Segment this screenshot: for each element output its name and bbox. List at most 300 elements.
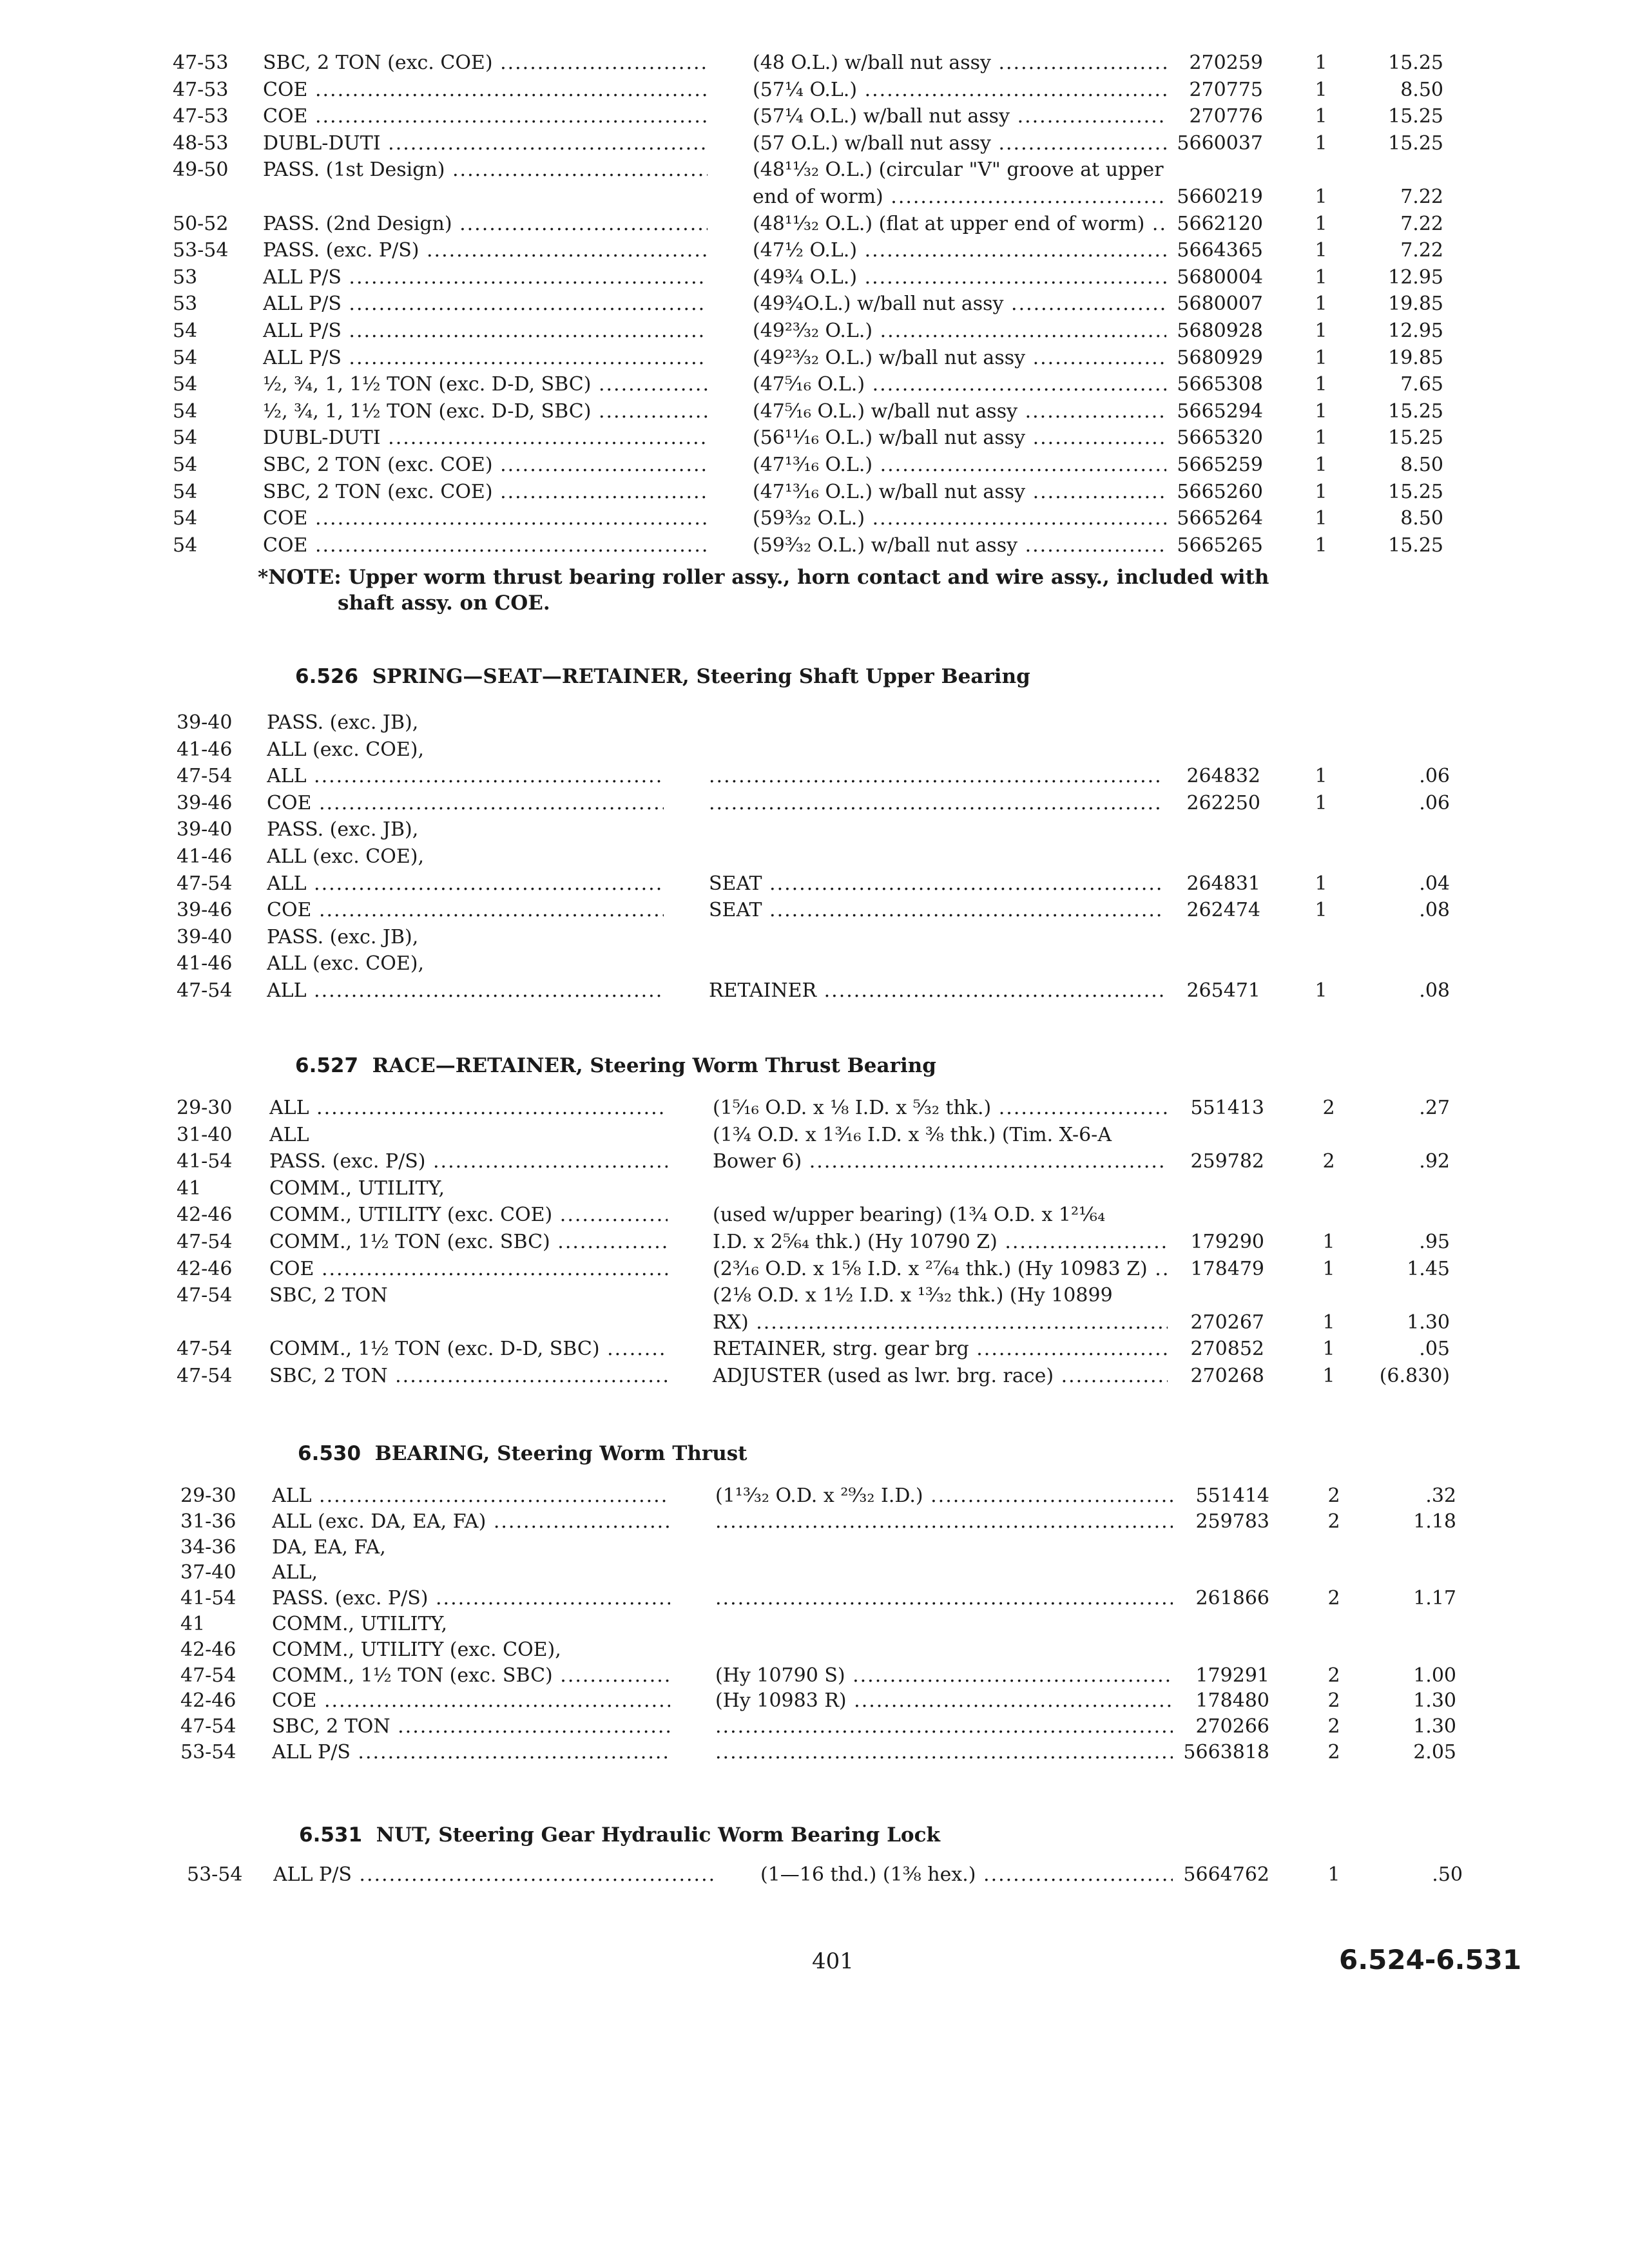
year-range: 47-54 — [177, 872, 233, 895]
price: 7.22 — [1400, 212, 1443, 235]
quantity: 1 — [1315, 52, 1327, 74]
quantity: 1 — [1327, 1863, 1340, 1886]
quantity: 2 — [1327, 1689, 1340, 1713]
price: 8.50 — [1400, 454, 1443, 476]
model-cell: ALL ..... — [272, 1483, 670, 1509]
year-range: 39-40 — [177, 711, 233, 734]
price: .04 — [1419, 872, 1450, 895]
model-cell: ALL ..... — [267, 978, 664, 1004]
part-number: 5665260 — [1177, 480, 1263, 503]
parts-row — [0, 425, 1629, 451]
model-cell: COE ..... — [263, 104, 708, 130]
description-cell: (49²³⁄₃₂ O.L.) w/ball nut assy ..... — [753, 345, 1166, 371]
quantity: 1 — [1315, 791, 1327, 814]
part-number: 259782 — [1190, 1150, 1264, 1173]
year-range: 49-50 — [173, 159, 229, 182]
page-number: 401 — [812, 1948, 854, 1974]
year-range: 47-54 — [177, 979, 233, 1002]
price: .50 — [1432, 1863, 1463, 1886]
year-range: 47-53 — [173, 52, 229, 74]
description-cell: (57¼ O.L.) ..... — [753, 77, 1166, 103]
part-number: 551414 — [1195, 1485, 1269, 1507]
parts-row — [0, 817, 1629, 843]
description-cell: (Hy 10790 S) ..... — [715, 1663, 1173, 1689]
part-number: 179291 — [1195, 1664, 1269, 1687]
model-cell: COMM., UTILITY (exc. COE) ..... — [269, 1202, 668, 1228]
year-range: 48-53 — [173, 131, 229, 155]
description-cell: (59³⁄₃₂ O.L.) w/ball nut assy ..... — [753, 533, 1166, 559]
description-cell: (47⁵⁄₁₆ O.L.) ..... — [753, 372, 1166, 398]
part-number: 178479 — [1190, 1257, 1264, 1280]
quantity: 1 — [1322, 1231, 1335, 1253]
description-cell: (57¼ O.L.) w/ball nut assy ..... — [753, 104, 1166, 130]
model-cell: COE ..... — [263, 506, 708, 532]
quantity: 2 — [1327, 1664, 1340, 1687]
model-cell: DUBL-DUTI ..... — [263, 131, 708, 157]
parts-row — [0, 1586, 1629, 1611]
year-range: 42-46 — [177, 1204, 233, 1227]
year-range: 47-54 — [180, 1715, 236, 1738]
year-range: 31-40 — [177, 1123, 233, 1146]
parts-row — [0, 1122, 1629, 1148]
parts-row — [0, 345, 1629, 371]
section-heading-6-527 — [295, 1053, 936, 1079]
quantity: 1 — [1315, 212, 1327, 235]
parts-row — [0, 925, 1629, 950]
model-cell: ALL ..... — [267, 764, 664, 789]
price: 15.25 — [1388, 131, 1443, 155]
leader-dots — [709, 791, 1164, 816]
year-range: 31-36 — [180, 1510, 236, 1533]
description-cell: (48¹¹⁄₃₂ O.L.) (flat at upper end of worm) ..... — [753, 211, 1166, 237]
year-range: 41-46 — [177, 952, 233, 975]
part-number: 262250 — [1186, 791, 1260, 814]
part-number: 5680929 — [1177, 346, 1263, 369]
quantity: 2 — [1327, 1485, 1340, 1507]
part-number: 265471 — [1186, 979, 1260, 1002]
part-number: 270776 — [1189, 105, 1263, 128]
model-cell: ALL ..... — [269, 1095, 668, 1121]
leader-dots — [715, 1740, 1173, 1765]
part-number: 5660037 — [1177, 131, 1263, 155]
parts-row — [0, 1535, 1629, 1561]
parts-row — [0, 1740, 1629, 1765]
quantity: 1 — [1322, 1365, 1335, 1387]
parts-row — [0, 764, 1629, 789]
parts-row — [0, 710, 1629, 736]
price: 2.05 — [1413, 1741, 1456, 1763]
model-cell: ALL, — [272, 1561, 318, 1584]
year-range: 47-54 — [177, 765, 233, 788]
model-cell: COE ..... — [263, 533, 708, 559]
section-title: SPRING—SEAT—RETAINER, Steering Shaft Upper Bearing — [372, 665, 1030, 688]
part-number: 5665320 — [1177, 427, 1263, 450]
model-cell: PASS. (2nd Design) ..... — [263, 211, 708, 237]
parts-row — [0, 131, 1629, 157]
model-cell: SBC, 2 TON — [269, 1284, 388, 1307]
section-heading-6-530 — [298, 1441, 747, 1466]
quantity: 1 — [1322, 1311, 1335, 1334]
parts-row — [0, 372, 1629, 398]
model-cell: ½, ¾, 1, 1½ TON (exc. D-D, SBC) ..... — [263, 372, 708, 398]
part-number: 261866 — [1195, 1587, 1269, 1610]
quantity: 1 — [1315, 480, 1327, 503]
model-cell: COE ..... — [267, 791, 664, 816]
quantity: 1 — [1315, 899, 1327, 922]
parts-row — [0, 1862, 1629, 1888]
section-number: 6.530 — [298, 1442, 361, 1465]
price: .08 — [1419, 899, 1450, 922]
quantity: 1 — [1315, 78, 1327, 101]
parts-row — [0, 211, 1629, 237]
part-number: 259783 — [1195, 1510, 1269, 1533]
model-cell: SBC, 2 TON (exc. COE) ..... — [263, 452, 708, 478]
year-range: 41 — [180, 1613, 206, 1635]
note-line-1: *NOTE: Upper worm thrust bearing roller assy., horn contact and wire assy., included with — [258, 566, 1269, 589]
model-cell: PASS. (exc. JB), — [267, 925, 419, 948]
part-number: 270852 — [1190, 1338, 1264, 1361]
quantity: 1 — [1315, 507, 1327, 530]
quantity: 1 — [1315, 427, 1327, 450]
parts-row — [0, 737, 1629, 763]
leader-dots — [715, 1509, 1173, 1535]
price: 12.95 — [1388, 320, 1443, 342]
price: .08 — [1419, 979, 1450, 1002]
year-range: 47-54 — [177, 1365, 233, 1387]
model-cell: ALL P/S ..... — [263, 345, 708, 371]
year-range: 54 — [173, 320, 198, 342]
model-cell: COMM., 1½ TON (exc. SBC) ..... — [269, 1229, 668, 1255]
section-number: 6.526 — [295, 665, 359, 688]
price: 8.50 — [1400, 507, 1443, 530]
model-cell: ALL (exc. DA, EA, FA) ..... — [272, 1509, 670, 1535]
model-cell: ALL P/S ..... — [263, 291, 708, 317]
price: 1.17 — [1413, 1587, 1456, 1610]
description-cell: (57 O.L.) w/ball nut assy ..... — [753, 131, 1166, 157]
quantity: 1 — [1315, 533, 1327, 557]
model-cell: ALL ..... — [267, 871, 664, 897]
year-range: 54 — [173, 346, 198, 369]
part-number: 5665259 — [1177, 454, 1263, 476]
description-cell: (48¹¹⁄₃₂ O.L.) (circular "V" groove at upper — [753, 159, 1164, 182]
year-range: 41 — [177, 1177, 202, 1200]
price: .27 — [1419, 1097, 1450, 1119]
parts-row — [0, 318, 1629, 344]
year-range: 29-30 — [180, 1485, 236, 1507]
year-range: 37-40 — [180, 1561, 236, 1584]
price: 7.65 — [1400, 373, 1443, 396]
price: 15.25 — [1388, 52, 1443, 74]
description-cell: (1¾ O.D. x 1³⁄₁₆ I.D. x ⅜ thk.) (Tim. X-6-A — [713, 1123, 1112, 1146]
year-range: 29-30 — [177, 1097, 233, 1119]
description-cell: Bower 6) ..... — [713, 1149, 1168, 1175]
year-range: 54 — [173, 480, 198, 503]
description-cell: RX) ..... — [713, 1310, 1168, 1336]
year-range: 42-46 — [180, 1638, 236, 1661]
price: .06 — [1419, 791, 1450, 814]
year-range: 53-54 — [187, 1863, 243, 1886]
model-cell: SBC, 2 TON (exc. COE) ..... — [263, 50, 708, 76]
part-number: 5663818 — [1183, 1741, 1269, 1763]
parts-row — [0, 1095, 1629, 1121]
parts-row — [0, 1611, 1629, 1637]
year-range: 47-53 — [173, 105, 229, 128]
model-cell: ALL (exc. COE), — [267, 952, 424, 975]
model-cell: DUBL-DUTI ..... — [263, 425, 708, 451]
parts-row — [0, 1149, 1629, 1175]
year-range: 34-36 — [180, 1535, 236, 1559]
model-cell: PASS. (exc. P/S) ..... — [269, 1149, 668, 1175]
parts-row — [0, 1283, 1629, 1309]
quantity: 1 — [1315, 399, 1327, 423]
description-cell: (2³⁄₁₆ O.D. x 1⅝ I.D. x ²⁷⁄₆₄ thk.) (Hy 10983 Z) ..... — [713, 1256, 1168, 1282]
model-cell: ALL — [269, 1123, 309, 1146]
year-range: 54 — [173, 399, 198, 423]
model-cell: COE ..... — [269, 1256, 668, 1282]
price: 15.25 — [1388, 427, 1443, 450]
year-range: 53 — [173, 265, 198, 289]
part-number: 262474 — [1186, 899, 1260, 922]
parts-row — [0, 1363, 1629, 1389]
price: 1.30 — [1413, 1715, 1456, 1738]
section-number: 6.531 — [299, 1823, 363, 1847]
price: 15.25 — [1388, 399, 1443, 423]
model-cell: COE ..... — [272, 1688, 670, 1714]
leader-dots — [709, 764, 1164, 789]
parts-row — [0, 1509, 1629, 1535]
section-title: NUT, Steering Gear Hydraulic Worm Bearing Lock — [376, 1823, 940, 1847]
parts-row — [0, 898, 1629, 923]
part-number: 551413 — [1190, 1097, 1264, 1119]
note-line-2: shaft assy. on COE. — [338, 591, 550, 615]
parts-row — [0, 1336, 1629, 1362]
price: .95 — [1419, 1231, 1450, 1253]
description-cell: RETAINER, strg. gear brg ..... — [713, 1336, 1168, 1362]
year-range: 39-46 — [177, 791, 233, 814]
part-number: 264831 — [1186, 872, 1260, 895]
quantity: 2 — [1327, 1510, 1340, 1533]
quantity: 2 — [1322, 1097, 1335, 1119]
price: 15.25 — [1388, 533, 1443, 557]
price: .32 — [1425, 1485, 1456, 1507]
price: 7.22 — [1400, 239, 1443, 262]
model-cell: COMM., UTILITY (exc. COE), — [272, 1638, 561, 1661]
parts-row — [0, 1483, 1629, 1509]
description-cell: (47⁵⁄₁₆ O.L.) w/ball nut assy ..... — [753, 399, 1166, 425]
year-range: 47-54 — [180, 1664, 236, 1687]
quantity: 1 — [1315, 186, 1327, 208]
part-number: 5665264 — [1177, 507, 1263, 530]
quantity: 1 — [1315, 346, 1327, 369]
quantity: 2 — [1322, 1150, 1335, 1173]
part-number: 5665294 — [1177, 399, 1263, 423]
description-cell: SEAT ..... — [709, 898, 1164, 923]
parts-row — [0, 1202, 1629, 1228]
part-number: 179290 — [1190, 1231, 1264, 1253]
part-number: 270775 — [1189, 78, 1263, 101]
parts-row — [0, 238, 1629, 264]
price: 1.00 — [1413, 1664, 1456, 1687]
year-range: 41-46 — [177, 738, 233, 761]
description-cell: RETAINER ..... — [709, 978, 1164, 1004]
parts-row — [0, 479, 1629, 505]
price: 7.22 — [1400, 186, 1443, 208]
parts-row — [0, 50, 1629, 76]
part-number: 270266 — [1195, 1715, 1269, 1738]
price: .06 — [1419, 765, 1450, 788]
description-cell: (56¹¹⁄₁₆ O.L.) w/ball nut assy ..... — [753, 425, 1166, 451]
price: 15.25 — [1388, 480, 1443, 503]
parts-row — [0, 265, 1629, 291]
model-cell: PASS. (exc. P/S) ..... — [272, 1586, 670, 1611]
quantity: 2 — [1327, 1715, 1340, 1738]
part-number: 270267 — [1190, 1311, 1264, 1334]
part-number: 5680004 — [1177, 265, 1263, 289]
year-range: 41-54 — [177, 1150, 233, 1173]
model-cell: PASS. (exc. P/S) ..... — [263, 238, 708, 264]
parts-row — [0, 157, 1629, 183]
parts-row — [0, 1663, 1629, 1689]
description-cell: (49¾O.L.) w/ball nut assy ..... — [753, 291, 1166, 317]
model-cell: PASS. (1st Design) ..... — [263, 157, 708, 183]
quantity: 1 — [1315, 373, 1327, 396]
parts-row — [0, 1714, 1629, 1740]
price: 1.45 — [1407, 1257, 1450, 1280]
year-range: 54 — [173, 427, 198, 450]
model-cell: COMM., UTILITY, — [272, 1613, 447, 1635]
section-title: RACE—RETAINER, Steering Worm Thrust Bearing — [372, 1054, 936, 1077]
year-range: 41-54 — [180, 1587, 236, 1610]
model-cell: COMM., 1½ TON (exc. D-D, SBC) ..... — [269, 1336, 668, 1362]
parts-row — [0, 951, 1629, 977]
description-cell: (59³⁄₃₂ O.L.) ..... — [753, 506, 1166, 532]
model-cell: SBC, 2 TON ..... — [272, 1714, 670, 1740]
quantity: 1 — [1315, 265, 1327, 289]
description-cell: (Hy 10983 R) ..... — [715, 1688, 1173, 1714]
model-cell: COMM., 1½ TON (exc. SBC) ..... — [272, 1663, 670, 1689]
parts-row — [0, 184, 1629, 210]
model-cell: PASS. (exc. JB), — [267, 818, 419, 841]
quantity: 1 — [1315, 765, 1327, 788]
part-number: 5664762 — [1183, 1863, 1269, 1886]
quantity: 1 — [1315, 320, 1327, 342]
year-range: 50-52 — [173, 212, 229, 235]
part-number: 5664365 — [1177, 239, 1263, 262]
year-range: 39-40 — [177, 925, 233, 948]
year-range: 53-54 — [180, 1741, 236, 1763]
price: 12.95 — [1388, 265, 1443, 289]
quantity: 1 — [1322, 1257, 1335, 1280]
parts-row — [0, 978, 1629, 1004]
description-cell: (47½ O.L.) ..... — [753, 238, 1166, 264]
description-cell: ADJUSTER (used as lwr. brg. race) ..... — [713, 1363, 1168, 1389]
quantity: 1 — [1315, 293, 1327, 316]
section-range: 6.524-6.531 — [1339, 1944, 1522, 1975]
description-cell: (1—16 thd.) (1⅜ hex.) ..... — [760, 1862, 1173, 1888]
parts-row — [0, 871, 1629, 897]
parts-row — [0, 1256, 1629, 1282]
description-cell: (48 O.L.) w/ball nut assy ..... — [753, 50, 1166, 76]
description-cell: I.D. x 2⁵⁄₆₄ thk.) (Hy 10790 Z) ..... — [713, 1229, 1168, 1255]
description-cell: (49²³⁄₃₂ O.L.) ..... — [753, 318, 1166, 344]
year-range: 54 — [173, 373, 198, 396]
part-number: 270268 — [1190, 1365, 1264, 1387]
year-range: 54 — [173, 454, 198, 476]
part-number: 5662120 — [1177, 212, 1263, 235]
description-cell: (49¾ O.L.) ..... — [753, 265, 1166, 291]
parts-row — [0, 1229, 1629, 1255]
year-range: 47-54 — [177, 1338, 233, 1361]
description-cell: (used w/upper bearing) (1¾ O.D. x 1²¹⁄₆₄ — [713, 1204, 1106, 1227]
part-number: 5665265 — [1177, 533, 1263, 557]
description-cell: (47¹³⁄₁₆ O.L.) ..... — [753, 452, 1166, 478]
part-number: 5665308 — [1177, 373, 1263, 396]
part-number: 5680928 — [1177, 320, 1263, 342]
section-title: BEARING, Steering Worm Thrust — [374, 1442, 747, 1465]
parts-row — [0, 1560, 1629, 1586]
price: (6.830) — [1379, 1365, 1450, 1387]
year-range: 53-54 — [173, 239, 229, 262]
quantity: 1 — [1315, 454, 1327, 476]
parts-row — [0, 791, 1629, 816]
model-cell: ALL P/S ..... — [273, 1862, 715, 1888]
section-heading-6-531 — [299, 1822, 940, 1848]
quantity: 1 — [1315, 979, 1327, 1002]
parts-row — [0, 399, 1629, 425]
parts-row — [0, 1310, 1629, 1336]
price: 1.18 — [1413, 1510, 1456, 1533]
part-number: 264832 — [1186, 765, 1260, 788]
parts-row — [0, 452, 1629, 478]
description-cell: (47¹³⁄₁₆ O.L.) w/ball nut assy ..... — [753, 479, 1166, 505]
leader-dots — [715, 1586, 1173, 1611]
model-cell: SBC, 2 TON (exc. COE) ..... — [263, 479, 708, 505]
leader-dots — [715, 1714, 1173, 1740]
year-range: 42-46 — [177, 1257, 233, 1280]
part-number: 5660219 — [1177, 186, 1263, 208]
parts-row — [0, 104, 1629, 130]
parts-row — [0, 844, 1629, 870]
model-cell: ALL (exc. COE), — [267, 738, 424, 761]
model-cell: ALL P/S ..... — [263, 318, 708, 344]
quantity: 1 — [1315, 872, 1327, 895]
description-cell: end of worm) ..... — [753, 184, 1166, 210]
section-number: 6.527 — [295, 1054, 359, 1077]
price: 1.30 — [1413, 1689, 1456, 1713]
quantity: 2 — [1327, 1587, 1340, 1610]
section-heading-6-526 — [295, 664, 1030, 689]
part-number: 270259 — [1189, 52, 1263, 74]
model-cell: DA, EA, FA, — [272, 1535, 386, 1559]
parts-row — [0, 533, 1629, 559]
part-number: 5680007 — [1177, 293, 1263, 316]
description-cell: (1¹³⁄₃₂ O.D. x ²⁹⁄₃₂ I.D.) ..... — [715, 1483, 1173, 1509]
parts-row — [0, 77, 1629, 103]
quantity: 1 — [1322, 1338, 1335, 1361]
price: 19.85 — [1388, 293, 1443, 316]
quantity: 1 — [1315, 105, 1327, 128]
description-cell: (2⅛ O.D. x 1½ I.D. x ¹³⁄₃₂ thk.) (Hy 10899 — [713, 1284, 1113, 1307]
price: .92 — [1419, 1150, 1450, 1173]
model-cell: COMM., UTILITY, — [269, 1177, 445, 1200]
parts-row — [0, 1176, 1629, 1202]
year-range: 54 — [173, 533, 198, 557]
quantity: 2 — [1327, 1741, 1340, 1763]
year-range: 47-54 — [177, 1231, 233, 1253]
parts-row — [0, 291, 1629, 317]
part-number: 178480 — [1195, 1689, 1269, 1713]
year-range: 39-46 — [177, 899, 233, 922]
